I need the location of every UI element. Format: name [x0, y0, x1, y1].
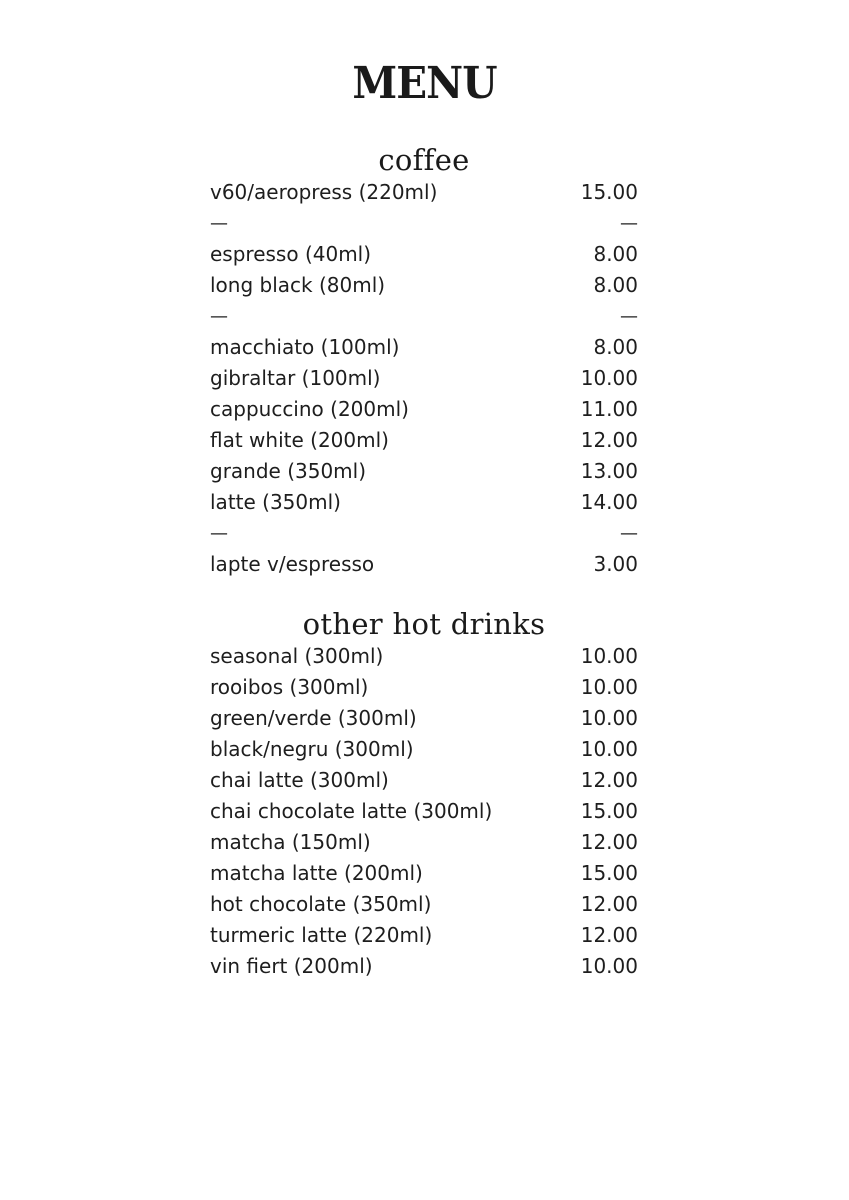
menu-item-name: lapte v/espresso — [210, 552, 375, 576]
menu-item-name: grande (350ml) — [210, 459, 367, 483]
menu-item-price: 10.00 — [580, 954, 638, 978]
menu-item — [210, 641, 638, 672]
menu-item-name: cappuccino (200ml) — [210, 397, 409, 421]
separator-dash: — — [620, 523, 638, 544]
menu-item-price: 11.00 — [580, 397, 638, 421]
menu-item — [210, 456, 638, 487]
menu-item-name: flat white (200ml) — [210, 428, 389, 452]
menu-item-price: 14.00 — [580, 490, 638, 514]
menu-item — [210, 270, 638, 301]
menu-item-name: latte (350ml) — [210, 490, 341, 514]
menu-item — [210, 827, 638, 858]
menu-item-price: 8.00 — [593, 273, 638, 297]
menu-item-price: 12.00 — [580, 768, 638, 792]
menu-item-price: 12.00 — [580, 923, 638, 947]
menu-item-price: 10.00 — [580, 644, 638, 668]
menu-item-name: hot chocolate (350ml) — [210, 892, 432, 916]
menu-item — [210, 734, 638, 765]
menu-item-name: green/verde (300ml) — [210, 706, 417, 730]
menu-item — [210, 363, 638, 394]
menu-item-price: 10.00 — [580, 737, 638, 761]
menu-item-name: matcha (150ml) — [210, 830, 371, 854]
menu-item-name: v60/aeropress (220ml) — [210, 180, 438, 204]
menu-item — [210, 549, 638, 580]
menu-item-name: macchiato (100ml) — [210, 335, 400, 359]
menu-item — [210, 239, 638, 270]
menu-item-price: 12.00 — [580, 428, 638, 452]
menu-item-price: 12.00 — [580, 830, 638, 854]
menu-item — [210, 858, 638, 889]
menu-item — [210, 177, 638, 208]
menu-item — [210, 796, 638, 827]
menu-item-price: 15.00 — [580, 799, 638, 823]
menu-item-price: 15.00 — [580, 861, 638, 885]
menu-item-name: gibraltar (100ml) — [210, 366, 381, 390]
menu-item-name: vin fiert (200ml) — [210, 954, 373, 978]
menu-item — [210, 765, 638, 796]
menu-item-name: chai latte (300ml) — [210, 768, 389, 792]
menu-item-name: black/negru (300ml) — [210, 737, 414, 761]
menu-item — [210, 703, 638, 734]
menu-item-price: 15.00 — [580, 180, 638, 204]
menu-item — [210, 672, 638, 703]
menu-item — [210, 920, 638, 951]
menu-item-name: rooibos (300ml) — [210, 675, 369, 699]
menu-item-price: 12.00 — [580, 892, 638, 916]
section-other-hot-drinks — [210, 607, 638, 982]
menu-item-price: 3.00 — [593, 552, 638, 576]
menu-item-price: 10.00 — [580, 706, 638, 730]
hot-drinks-item-list — [210, 641, 638, 982]
menu-item-price: 13.00 — [580, 459, 638, 483]
menu-item-price: 8.00 — [593, 242, 638, 266]
menu-item — [210, 487, 638, 518]
menu-item-name: chai chocolate latte (300ml) — [210, 799, 493, 823]
menu-item — [210, 951, 638, 982]
coffee-item-list — [210, 177, 638, 580]
menu-title: MENU — [352, 58, 497, 109]
separator-dash: — — [620, 306, 638, 327]
menu-item-name: matcha latte (200ml) — [210, 861, 423, 885]
separator-dash: — — [210, 306, 228, 327]
separator-dash: — — [620, 213, 638, 234]
section-heading-other-hot-drinks: other hot drinks — [302, 607, 546, 641]
separator-dash: — — [210, 213, 228, 234]
menu-item-name: espresso (40ml) — [210, 242, 372, 266]
menu-item-name: seasonal (300ml) — [210, 644, 384, 668]
menu-item-name: turmeric latte (220ml) — [210, 923, 433, 947]
menu-item — [210, 889, 638, 920]
menu-item-price: 10.00 — [580, 675, 638, 699]
section-coffee — [210, 143, 638, 580]
menu-item — [210, 332, 638, 363]
separator-row — [210, 208, 638, 239]
separator-dash: — — [210, 523, 228, 544]
separator-row — [210, 301, 638, 332]
menu-item-price: 8.00 — [593, 335, 638, 359]
section-heading-coffee: coffee — [378, 143, 470, 177]
separator-row — [210, 518, 638, 549]
menu-item — [210, 425, 638, 456]
menu-item-price: 10.00 — [580, 366, 638, 390]
menu-item — [210, 394, 638, 425]
menu-item-name: long black (80ml) — [210, 273, 386, 297]
